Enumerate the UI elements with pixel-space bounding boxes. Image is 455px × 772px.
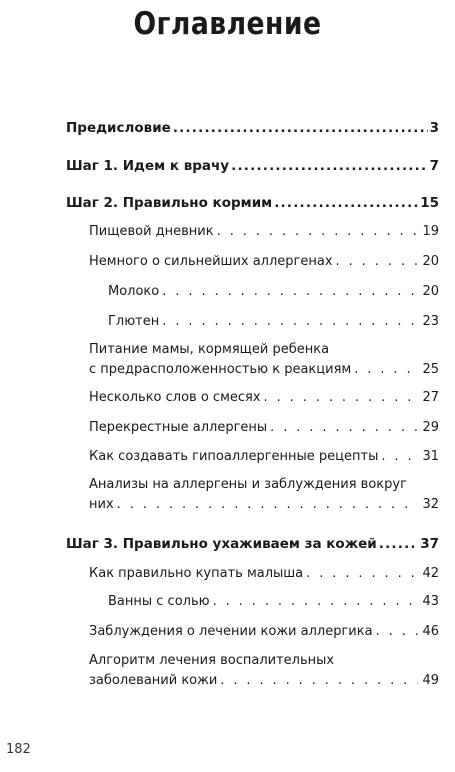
dot-leader bbox=[217, 222, 419, 242]
toc-entry-title: Предисловие bbox=[66, 120, 171, 136]
toc-entry-title: них bbox=[89, 497, 114, 512]
toc-page-number: 27 bbox=[422, 390, 439, 405]
dot-leader bbox=[213, 592, 419, 612]
page-title: Оглавление bbox=[133, 6, 322, 42]
toc-entry-title: Как создавать гипоаллергенные рецепты bbox=[89, 449, 379, 464]
dot-leader bbox=[220, 671, 418, 691]
toc-entry-milk[interactable] bbox=[108, 282, 439, 302]
toc-entry-title: заболеваний кожи bbox=[89, 673, 218, 688]
toc-entry-title: Перекрестные аллергены bbox=[89, 420, 268, 435]
toc-entry-mother-nutrition[interactable] bbox=[89, 340, 439, 380]
toc-page-number: 20 bbox=[422, 284, 439, 299]
dot-leader bbox=[231, 156, 427, 176]
toc-entry-title: Заблуждения о лечении кожи аллергика bbox=[89, 624, 373, 639]
toc-page-number: 43 bbox=[422, 594, 439, 609]
toc-page-number: 15 bbox=[420, 195, 439, 211]
dot-leader bbox=[117, 495, 419, 515]
toc-entry-step-2[interactable] bbox=[66, 193, 439, 213]
toc-page-number: 23 bbox=[422, 314, 439, 329]
toc-entry-title-line1: Анализы на аллергены и заблуждения вокруг bbox=[89, 477, 407, 492]
toc-entry-formulas[interactable] bbox=[89, 388, 439, 408]
dot-leader bbox=[354, 360, 418, 380]
toc-page-number: 37 bbox=[420, 536, 439, 552]
toc-entry-gluten[interactable] bbox=[108, 312, 439, 332]
toc-page-number: 29 bbox=[422, 420, 439, 435]
toc-page-number: 19 bbox=[422, 224, 439, 239]
dot-leader bbox=[379, 534, 418, 554]
toc-page-number: 49 bbox=[422, 673, 439, 688]
toc-entry-title: Пищевой дневник bbox=[89, 224, 214, 239]
toc-page-number: 42 bbox=[422, 566, 439, 581]
toc-entry-title: Глютен bbox=[108, 314, 160, 329]
toc-entry-step-3[interactable] bbox=[66, 534, 439, 554]
dot-leader bbox=[162, 282, 418, 302]
page-number-footer: 182 bbox=[6, 742, 31, 757]
dot-leader bbox=[173, 118, 428, 138]
toc-entry-preface[interactable] bbox=[66, 118, 439, 138]
toc-entry-skin-treatment-myths[interactable] bbox=[89, 622, 439, 642]
toc-page-number: 46 bbox=[422, 624, 439, 639]
toc-page-number: 32 bbox=[422, 497, 439, 512]
toc-entry-title: Шаг 1. Идем к врачу bbox=[66, 158, 230, 174]
toc-entry-salt-baths[interactable] bbox=[108, 592, 439, 612]
toc-entry-title: Молоко bbox=[108, 284, 160, 299]
toc-entry-title-line1: Питание мамы, кормящей ребенка bbox=[89, 342, 330, 357]
toc-entry-title: Шаг 2. Правильно кормим bbox=[66, 195, 273, 211]
dot-leader bbox=[162, 312, 418, 332]
toc-entry-title: Немного о сильнейших аллергенах bbox=[89, 254, 333, 269]
dot-leader bbox=[274, 193, 418, 213]
toc-entry-title: с предрасположенностью к реакциям bbox=[89, 362, 352, 377]
toc-page-number: 3 bbox=[429, 120, 439, 136]
toc-entry-cross-allergens[interactable] bbox=[89, 418, 439, 438]
toc-page-number: 25 bbox=[422, 362, 439, 377]
toc-page-number: 31 bbox=[422, 449, 439, 464]
dot-leader bbox=[376, 622, 419, 642]
toc-entry-step-1[interactable] bbox=[66, 156, 439, 176]
dot-leader bbox=[264, 388, 419, 408]
toc-entry-treatment-algorithm[interactable] bbox=[89, 651, 439, 691]
toc-entry-title: Шаг 3. Правильно ухаживаем за кожей bbox=[66, 536, 377, 552]
toc-entry-title: Ванны с солью bbox=[108, 594, 210, 609]
dot-leader bbox=[381, 447, 418, 467]
toc-entry-hypoallergenic-recipes[interactable] bbox=[89, 447, 439, 467]
toc-entry-allergen-tests[interactable] bbox=[89, 475, 439, 515]
toc-entry-food-diary[interactable] bbox=[89, 222, 439, 242]
dot-leader bbox=[270, 418, 418, 438]
toc-entry-strongest-allergens[interactable] bbox=[89, 252, 439, 272]
dot-leader bbox=[336, 252, 419, 272]
toc-page-number: 7 bbox=[429, 158, 439, 174]
toc-page-number: 20 bbox=[422, 254, 439, 269]
toc-entry-bathing-baby[interactable] bbox=[89, 564, 439, 584]
toc-entry-title-line1: Алгоритм лечения воспалительных bbox=[89, 653, 335, 668]
dot-leader bbox=[306, 564, 418, 584]
toc-entry-title: Несколько слов о смесях bbox=[89, 390, 261, 405]
toc-entry-title: Как правильно купать малыша bbox=[89, 566, 304, 581]
